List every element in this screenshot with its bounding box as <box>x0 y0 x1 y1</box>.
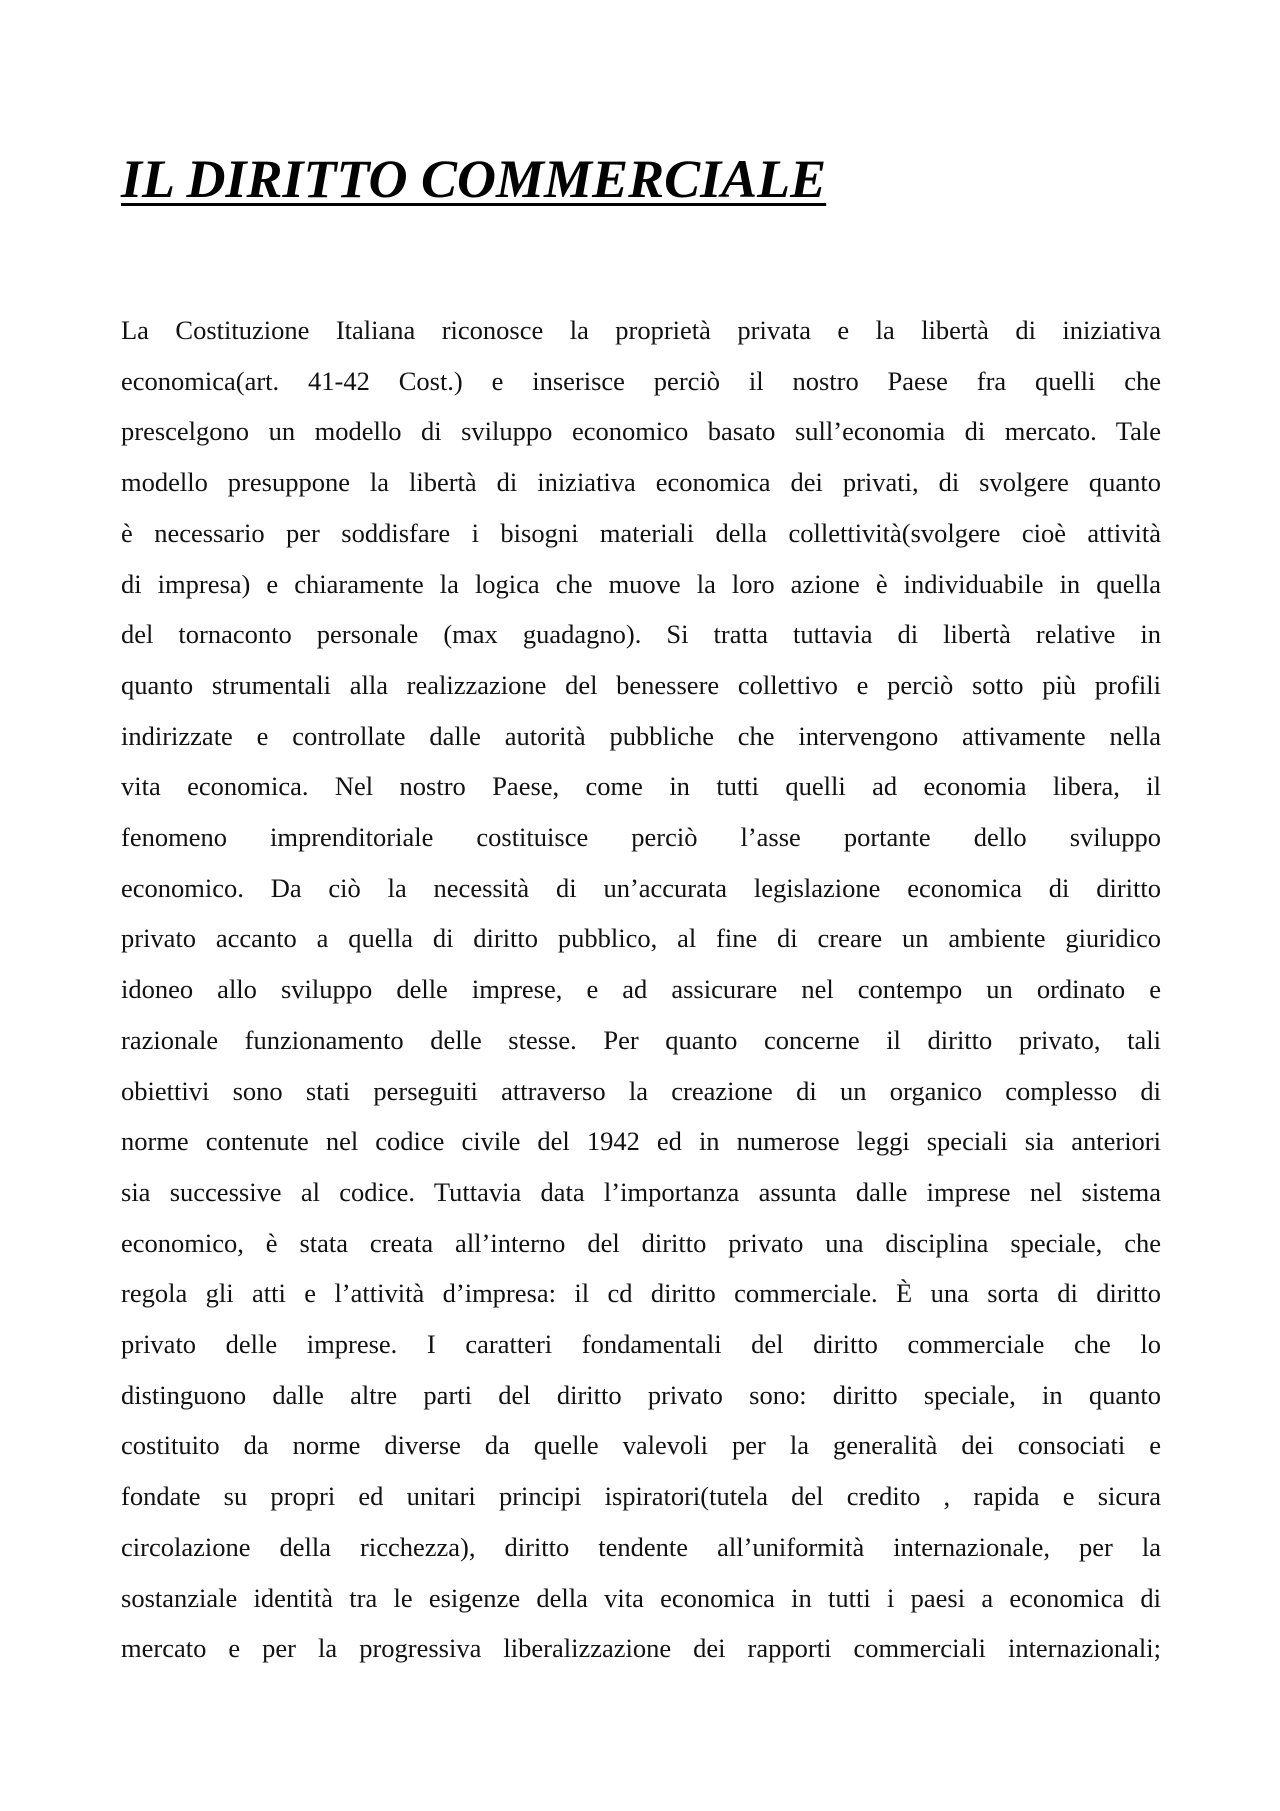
body-line: costituito da norme diverse da quelle valevoli per la generalità dei consociati e <box>121 1430 1161 1461</box>
body-line: mercato e per la progressiva liberalizzazione dei rapporti commerciali internazionali; <box>121 1633 1161 1664</box>
body-line: idoneo allo sviluppo delle imprese, e ad assicurare nel contempo un ordinato e <box>121 974 1161 1005</box>
document-title: IL DIRITTO COMMERCIALE <box>121 149 827 209</box>
body-line: fenomeno imprenditoriale costituisce perciò l’asse portante dello sviluppo <box>121 822 1161 853</box>
body-line: quanto strumentali alla realizzazione del benessere collettivo e perciò sotto più profili <box>121 669 1161 700</box>
body-line: fondate su propri ed unitari principi ispiratori(tutela del credito , rapida e sicura <box>121 1481 1161 1512</box>
body-line: del tornaconto personale (max guadagno). Si tratta tuttavia di libertà relative in <box>121 619 1161 650</box>
body-line: di impresa) e chiaramente la logica che muove la loro azione è individuabile in quella <box>121 568 1161 599</box>
body-line: razionale funzionamento delle stesse. Per quanto concerne il diritto privato, tali <box>121 1024 1161 1055</box>
body-line: modello presuppone la libertà di iniziativa economica dei privati, di svolgere quanto <box>121 467 1161 498</box>
body-line: distinguono dalle altre parti del diritto privato sono: diritto speciale, in quanto <box>121 1379 1161 1410</box>
body-line: privato accanto a quella di diritto pubblico, al fine di creare un ambiente giuridico <box>121 923 1161 954</box>
body-line: economico, è stata creata all’interno del diritto privato una disciplina speciale, che <box>121 1227 1161 1258</box>
body-line: La Costituzione Italiana riconosce la proprietà privata e la libertà di iniziativa <box>121 315 1161 345</box>
body-line: economico. Da ciò la necessità di un’accurata legislazione economica di diritto <box>121 872 1161 903</box>
document-body <box>121 305 1161 1674</box>
body-line: obiettivi sono stati perseguiti attraverso la creazione di un organico complesso di <box>121 1075 1161 1106</box>
body-line: vita economica. Nel nostro Paese, come in tutti quelli ad economia libera, il <box>121 771 1161 802</box>
body-line: privato delle imprese. I caratteri fondamentali del diritto commerciale che lo <box>121 1329 1161 1360</box>
body-line: economica(art. 41-42 Cost.) e inserisce perciò il nostro Paese fra quelli che <box>121 365 1161 396</box>
body-line: norme contenute nel codice civile del 1942 ed in numerose leggi speciali sia anteriori <box>121 1126 1161 1157</box>
body-line: sia successive al codice. Tuttavia data l’importanza assunta dalle imprese nel sistema <box>121 1176 1161 1207</box>
body-line: sostanziale identità tra le esigenze della vita economica in tutti i paesi a economica di <box>121 1582 1161 1613</box>
body-line: circolazione della ricchezza), diritto tendente all’uniformità internazionale, per la <box>121 1531 1161 1562</box>
body-line: prescelgono un modello di sviluppo economico basato sull’economia di mercato. Tale <box>121 416 1161 447</box>
body-line: indirizzate e controllate dalle autorità pubbliche che intervengono attivamente nella <box>121 720 1161 751</box>
body-line: regola gli atti e l’attività d’impresa: il cd diritto commerciale. È una sorta di diritto <box>121 1278 1161 1309</box>
body-line: è necessario per soddisfare i bisogni materiali della collettività(svolgere cioè attività <box>121 517 1161 548</box>
